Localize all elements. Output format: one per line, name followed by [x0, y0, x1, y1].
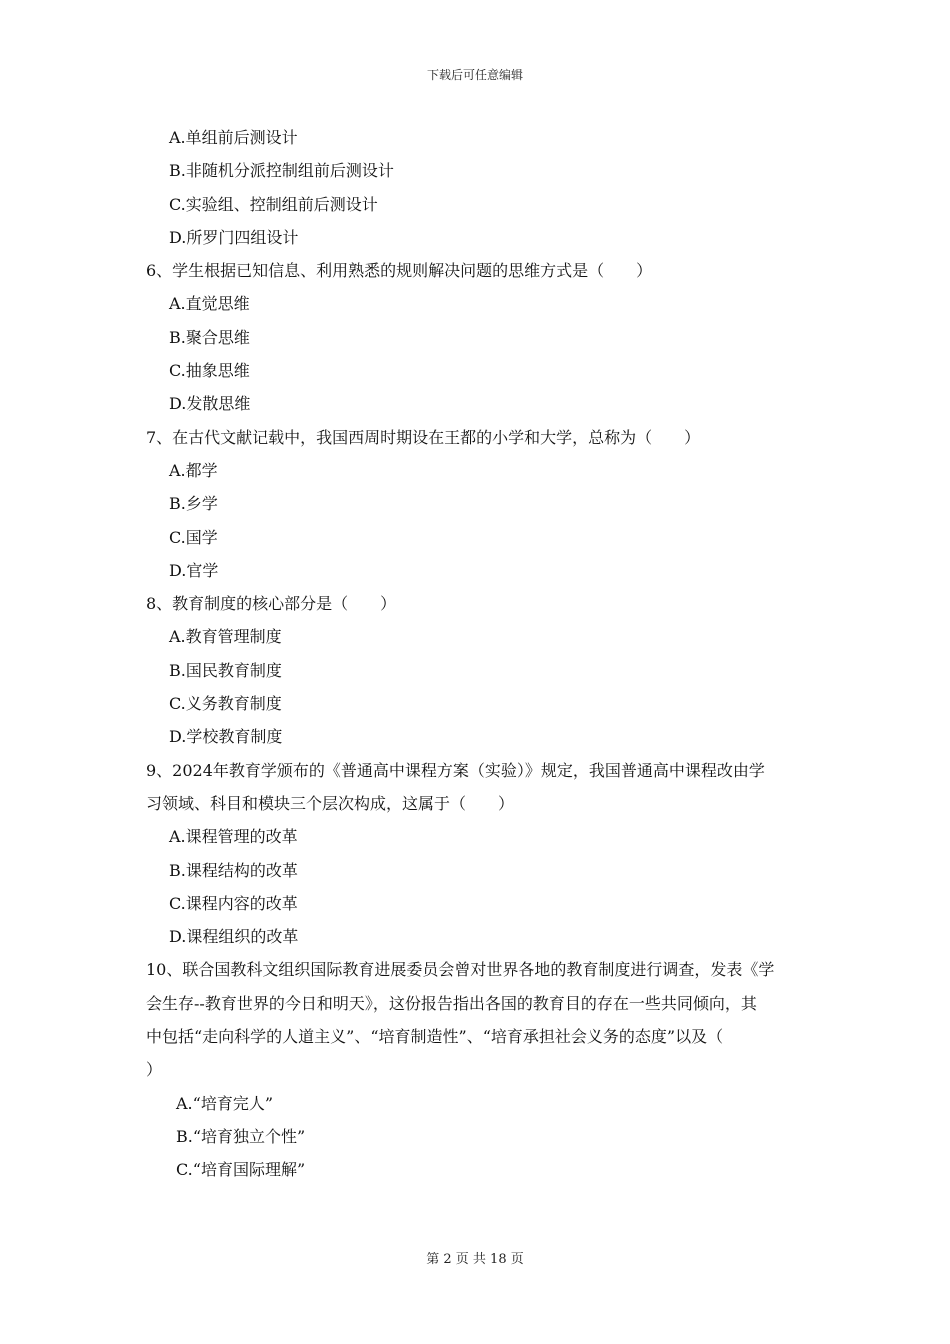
page-footer: 第 2 页 共 18 页: [426, 1252, 524, 1267]
q5-option-a: A.单组前后测设计: [169, 128, 298, 147]
q10-option-a: A.“培育完人”: [176, 1093, 274, 1113]
question-list: [146, 121, 810, 1187]
q5-option-c: C.实验组、控制组前后测设计: [169, 194, 378, 214]
q5-option-b: B.非随机分派控制组前后测设计: [169, 161, 394, 181]
q6-option-c: C.抽象思维: [169, 361, 250, 381]
q9-option-d: D.课程组织的改革: [169, 927, 299, 947]
q7-stem: 7、在古代文献记载中，我国西周时期设在王都的小学和大学，总称为（ ）: [146, 427, 701, 447]
q10-option-b: B.“培育独立个性”: [176, 1126, 306, 1146]
q10-stem-line3: 中包括“走向科学的人道主义”、“培育制造性”、“培育承担社会义务的态度”以及（: [146, 1027, 724, 1047]
q6-stem: 6、学生根据已知信息、利用熟悉的规则解决问题的思维方式是（ ）: [146, 261, 653, 281]
q7-option-c: C.国学: [169, 527, 218, 547]
q9-option-a: A.课程管理的改革: [169, 827, 298, 847]
q8-option-d: D.学校教育制度: [169, 727, 283, 747]
q9-stem-line1: 9、2024年教育学颁布的《普通高中课程方案（实验）》规定，我国普通高中课程改由学: [146, 760, 765, 780]
q9-option-b: B.课程结构的改革: [169, 860, 298, 880]
q9-option-c: C.课程内容的改革: [169, 893, 298, 913]
q8-option-c: C.义务教育制度: [169, 694, 282, 714]
q6-option-b: B.聚合思维: [169, 327, 250, 347]
q6-option-d: D.发散思维: [169, 394, 251, 414]
q5-option-d: D.所罗门四组设计: [169, 227, 299, 247]
q7-option-a: A.都学: [169, 460, 218, 480]
q8-option-b: B.国民教育制度: [169, 660, 282, 680]
q6-option-a: A.直觉思维: [169, 294, 250, 314]
page-header: 下载后可任意编辑: [426, 68, 523, 82]
q8-stem: 8、教育制度的核心部分是（ ）: [146, 594, 397, 614]
q10-stem-line4: ）: [146, 1060, 163, 1080]
q7-option-b: B.乡学: [169, 494, 218, 514]
q7-option-d: D.官学: [169, 560, 219, 580]
q10-option-c: C.“培育国际理解”: [176, 1160, 306, 1180]
q10-stem-line2: 会生存--教育世界的今日和明天》，这份报告指出各国的教育目的存在一些共同倾向，其: [146, 993, 757, 1013]
q8-option-a: A.教育管理制度: [169, 627, 282, 647]
q9-stem-line2: 习领域、科目和模块三个层次构成，这属于（ ）: [146, 793, 515, 813]
q10-stem-line1: 10、联合国教科文组织国际教育进展委员会曾对世界各地的教育制度进行调查，发表《学: [146, 960, 775, 980]
